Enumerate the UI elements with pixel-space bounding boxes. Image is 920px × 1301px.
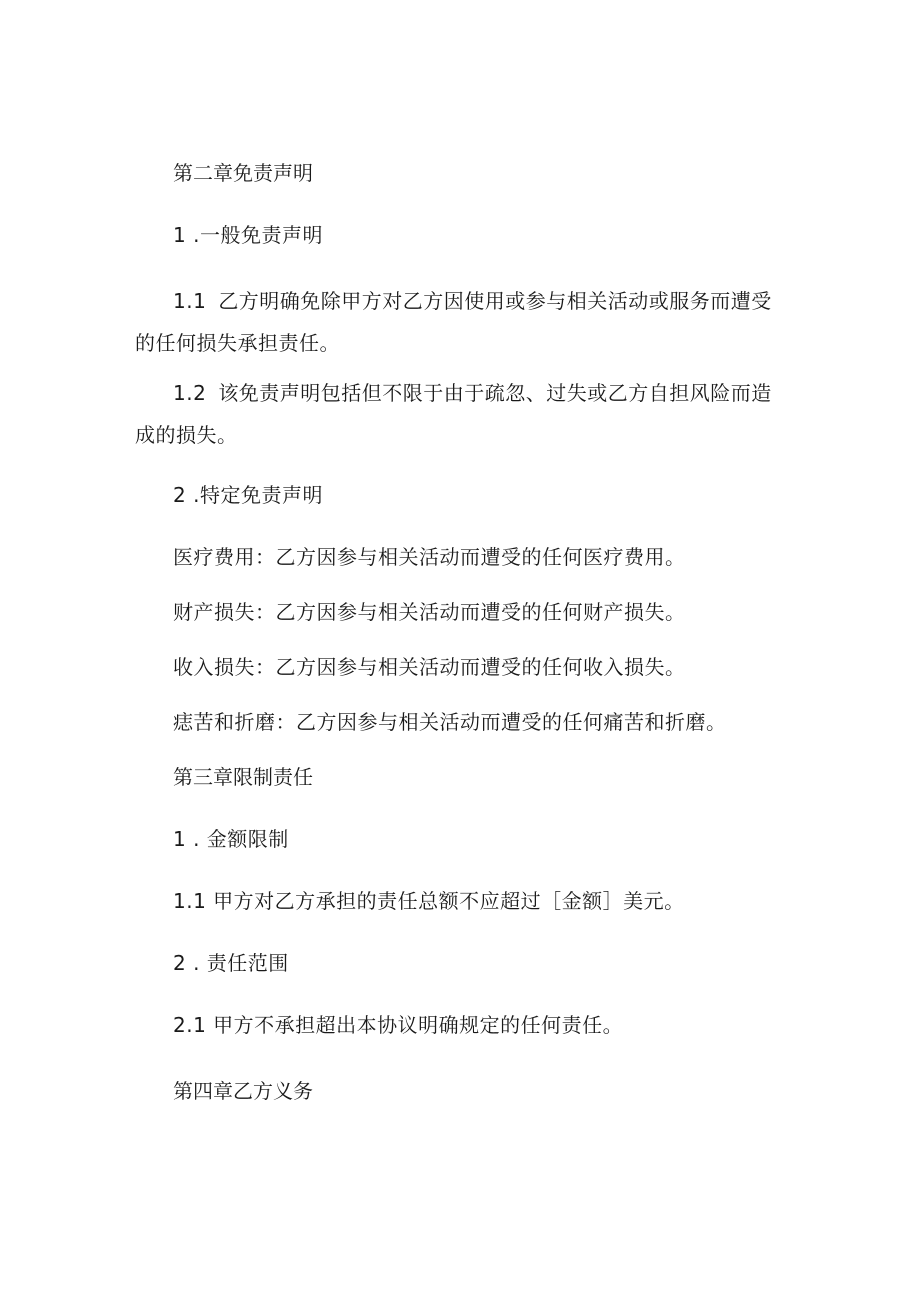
- clause-1-2: [135, 372, 785, 456]
- clause-1-1-text: 乙方明确免除甲方对乙方因使用或参与相关活动或服务而遭受的任何损失承担责任。: [135, 289, 772, 355]
- clause-1-2-text: 该免责声明包括但不限于由于疏忽、过失或乙方自担风险而造成的损失。: [135, 381, 772, 447]
- list-item-suffering: 痣苦和折磨：乙方因参与相关活动而遭受的任何痛苦和折磨。: [173, 710, 727, 734]
- section-2-heading: 2 .特定免责声明: [173, 483, 323, 507]
- clause-1-2-number: 1.2: [173, 381, 207, 405]
- list-item-income: 收入损失：乙方因参与相关活动而遭受的任何收入损失。: [173, 655, 686, 679]
- clause-1-1: [135, 280, 785, 364]
- clause-1-1-number: 1.1: [173, 289, 207, 313]
- list-item-property: 财产损失：乙方因参与相关活动而遭受的任何财产损失。: [173, 600, 686, 624]
- chapter-4-title: 第四章乙方义务: [173, 1079, 313, 1103]
- section-scope-heading: 2 . 责任范围: [173, 951, 289, 975]
- clause-3-1-1: 1.1 甲方对乙方承担的责任总额不应超过［金额］美元。: [173, 889, 685, 913]
- chapter-2-title: 第二章免责声明: [173, 161, 313, 185]
- clause-3-2-1: 2.1 甲方不承担超出本协议明确规定的任何责任。: [173, 1013, 624, 1037]
- section-1-heading: 1 .一般免责声明: [173, 223, 323, 247]
- section-amount-heading: 1 . 金额限制: [173, 827, 289, 851]
- chapter-3-title: 第三章限制责任: [173, 765, 313, 789]
- list-item-medical: 医疗费用：乙方因参与相关活动而遭受的任何医疗费用。: [173, 545, 686, 569]
